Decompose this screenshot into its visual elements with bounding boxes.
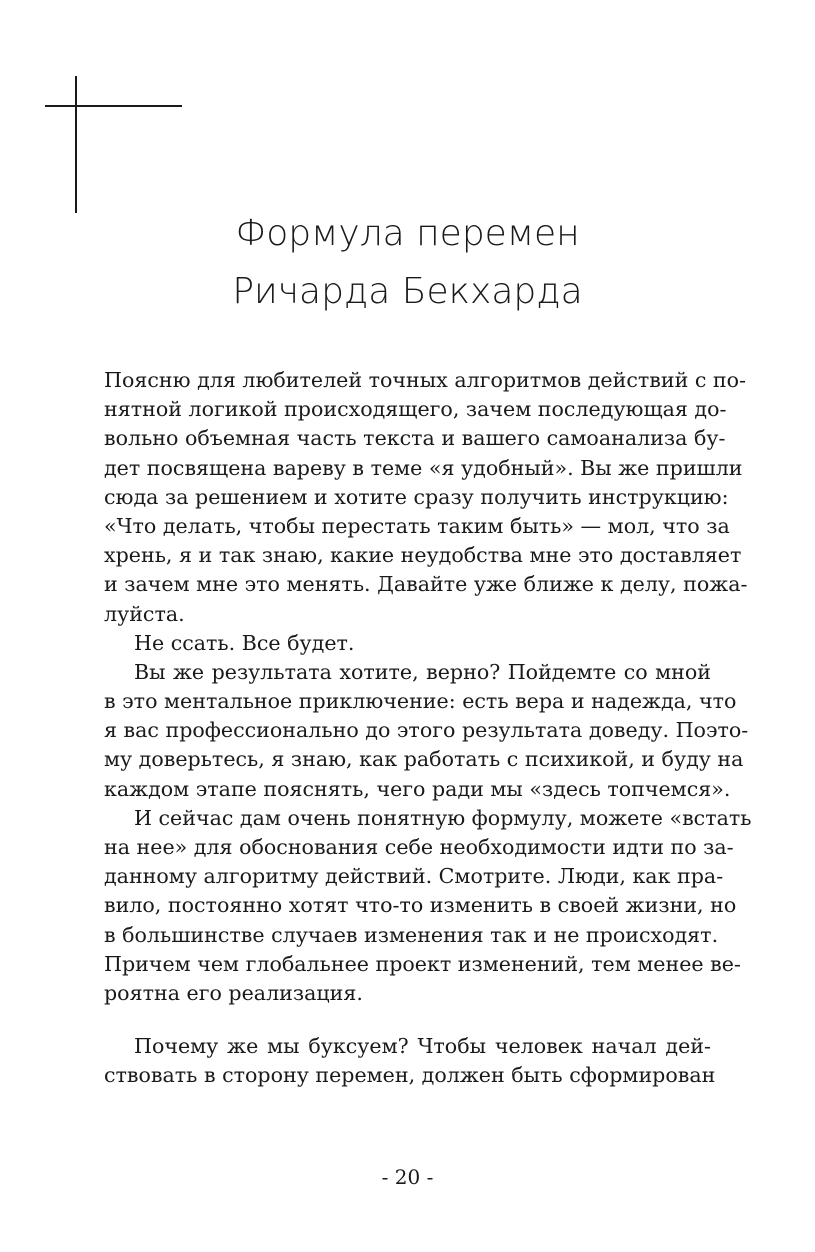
text-line: Вы же результата хотите, верно? Пойдемте со мной <box>134 659 711 684</box>
text-line: нятной логикой происходящего, зачем последующая до- <box>104 397 727 422</box>
text-line: И сейчас дам очень понятную формулу, можете «встать <box>134 805 752 830</box>
text-line: и зачем мне это менять. Давайте уже ближе к делу, пожа- <box>104 572 748 597</box>
text-line: Причем чем глобальнее проект изменений, тем менее ве- <box>104 951 741 976</box>
text-line: Поясню для любителей точных алгоритмов действий с по- <box>104 368 747 392</box>
text-line: данному алгоритму действий. Смотрите. Люди, как пра- <box>104 864 724 889</box>
page-number: - 20 - <box>381 1165 434 1189</box>
paragraph-gap <box>104 1008 711 1032</box>
text-line: вольно объемная часть текста и вашего самоанализа бу- <box>104 426 726 451</box>
text-line: на нее» для обоснования себе необходимости идти по за- <box>104 835 734 859</box>
corner-ornament-horizontal-line <box>45 105 182 107</box>
chapter-title <box>0 205 815 321</box>
text-line: я вас профессионально до этого результата доведу. Поэто- <box>104 718 749 743</box>
text-line: вило, постоянно хотят что-то изменить в своей жизни, но <box>104 893 737 918</box>
text-line: каждом этапе пояснять, чего ради мы «здесь топчемся». <box>104 776 731 801</box>
body-text <box>104 366 752 1091</box>
text-line: в большинстве случаев изменения так и не происходят. <box>104 922 719 947</box>
text-line: луйста. <box>104 601 185 626</box>
text-line: Не ссать. Все будет. <box>134 630 355 655</box>
text-line: роятна его реализация. <box>104 980 363 1005</box>
text-line: «Что делать, чтобы перестать таким быть» — мол, что за <box>104 513 730 538</box>
corner-ornament-vertical-line <box>75 76 77 213</box>
chapter-title-line-2: Ричарда Бекхарда <box>232 271 583 312</box>
text-line: сюда за решением и хотите сразу получить инструкцию: <box>104 484 729 509</box>
text-line: ствовать в сторону перемен, должен быть сформирован <box>104 1063 716 1088</box>
text-line: в это ментальное приключение: есть вера и надежда, что <box>104 689 737 714</box>
text-line: Почему же мы буксуем? Чтобы человек начал дей- <box>134 1034 711 1059</box>
text-line: хрень, я и так знаю, какие неудобства мне это доставляет <box>104 543 742 568</box>
text-line: дет посвящена вареву в теме «я удобный». Вы же пришли <box>104 455 743 480</box>
text-line: му доверьтесь, я знаю, как работать с психикой, и буду на <box>104 747 744 772</box>
chapter-title-line-1: Формула перемен <box>235 213 580 254</box>
